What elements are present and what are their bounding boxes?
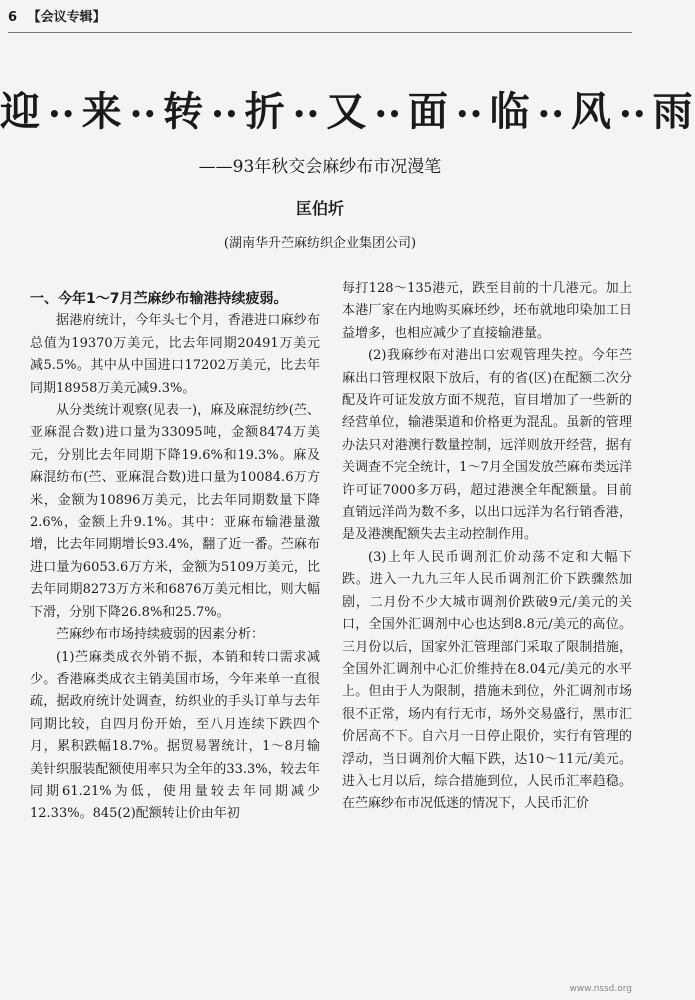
page-number: 6 <box>8 10 18 25</box>
left-column <box>30 278 320 826</box>
title-char: 又 <box>326 89 369 135</box>
title-char: 转 <box>163 89 206 135</box>
title-char: 迎 <box>0 89 42 135</box>
article-subtitle: ——93年秋交会麻纱布市况漫笔 <box>198 157 442 177</box>
title-char: 折 <box>244 89 287 135</box>
title-char: 风 <box>571 89 614 135</box>
title-char: 面 <box>407 89 450 135</box>
watermark: www.nssd.org <box>569 984 632 994</box>
title-char: 雨 <box>652 89 695 135</box>
title-separator: •• <box>455 102 484 126</box>
body-paragraph: (1)苎麻类成衣外销不振，本销和转口需求减少。香港麻类成衣主销美国市场，今年来单一直很疏，据政府统计处调查，纺织业的手头订单与去年同期比较，自四月份开始，至八月连续下跌四个月，累积跌幅18.7%。据贸易署统计，1～8月输美针织服装配额使用率只为全年的33.3%，较去年同期61.21%为低，使用量较去年同期减少12.33%。845(2)配额转让价由年初 <box>30 649 320 822</box>
title-separator: •• <box>537 102 566 126</box>
title-separator: •• <box>129 102 158 126</box>
section-heading: 一、今年1～7月苎麻纱布输港持续疲弱。 <box>30 291 288 307</box>
title-separator: •• <box>211 102 239 126</box>
body-paragraph: 据港府统计，今年头七个月，香港进口麻纱布总值为19370万美元，比去年同期20491万美元减5.5%。其中从中国进口17202万美元，比去年同期18958万美元减9.3%。 <box>30 313 320 396</box>
running-header <box>8 6 106 25</box>
title-separator: •• <box>619 102 647 126</box>
title-separator: •• <box>292 102 321 126</box>
title-separator: •• <box>374 102 402 126</box>
body-paragraph: 从分类统计观察(见表一)，麻及麻混纺纱(苎、亚麻混合数)进口量为33095吨，金额8474万美元，分别比去年同期下降19.6%和19.3%。麻及麻混纺布(苎、亚麻混合数)进口量为10084.6万方米，金额为10896万美元，比去年同期数量下降2.6%，金额上升9.1%。其中：亚麻布输港量激增，比去年同期增长93.4%，翻了近一番。苎麻布进口量为6053.6万方米，金额为5109万美元，比去年同期8273万方米和6876万美元相比，则大幅下滑，分别下降26.8%和25.7%。 <box>30 403 320 620</box>
title-separator: •• <box>48 102 76 126</box>
section-label: 【会议专辑】 <box>27 10 106 25</box>
article-title <box>0 80 695 137</box>
body-paragraph: (2)我麻纱布对港出口宏观管理失控。今年苎麻出口管理权限下放后，有的省(区)在配额二次分配及许可证发放方面不规范，盲目增加了一些新的经营单位，输港渠道和价格更为混乱。虽新的管理办法只对港澳行数量控制，远洋则放开经营，据有关调查不完全统计，1～7月全国发放苎麻布类远洋许可证7000多万码，超过港澳全年配额量。目前直销远洋尚为数不多，以出口远洋为名行销香港，是及港澳配额失去主动控制作用。 <box>342 348 632 543</box>
header-divider <box>8 32 632 33</box>
title-char: 来 <box>81 89 124 135</box>
author-name: 匡伯圻 <box>295 199 344 218</box>
body-paragraph: (3)上年人民币调剂汇价动荡不定和大幅下跌。进入一九九三年人民币调剂汇价下跌骤然加剧，二月份不少大城市调剂价跌破9元/美元的关口，全国外汇调剂中心也达到8.8元/美元的高位。三月份以后，国家外汇管理部门采取了限制措施，全国外汇调剂中心汇价维持在8.04元/美元的水平上。但由于人为限制，措施未到位，外汇调剂市场很不正常，场内有行无市，场外交易盛行，黑市汇价居高不下。自六月一日停止限价，实行有管理的浮动，当日调剂价大幅下跌，达10～11元/美元。进入七月以后，综合措施到位，人民币汇率趋稳。在苎麻纱布市况低迷的情况下，人民币汇价 <box>342 549 632 812</box>
title-char: 临 <box>489 89 532 135</box>
author-affiliation: (湖南华升苎麻纺织企业集团公司) <box>223 236 417 251</box>
right-column <box>342 278 632 816</box>
body-paragraph-continued: 每打128～135港元，跌至目前的十几港元。加上本港厂家在内地购买麻坯纱，坯布就地印染加工日益增多，也相应减少了直接输港量。 <box>342 281 632 341</box>
body-paragraph: 苎麻纱布市场持续疲弱的因素分析： <box>56 627 265 643</box>
